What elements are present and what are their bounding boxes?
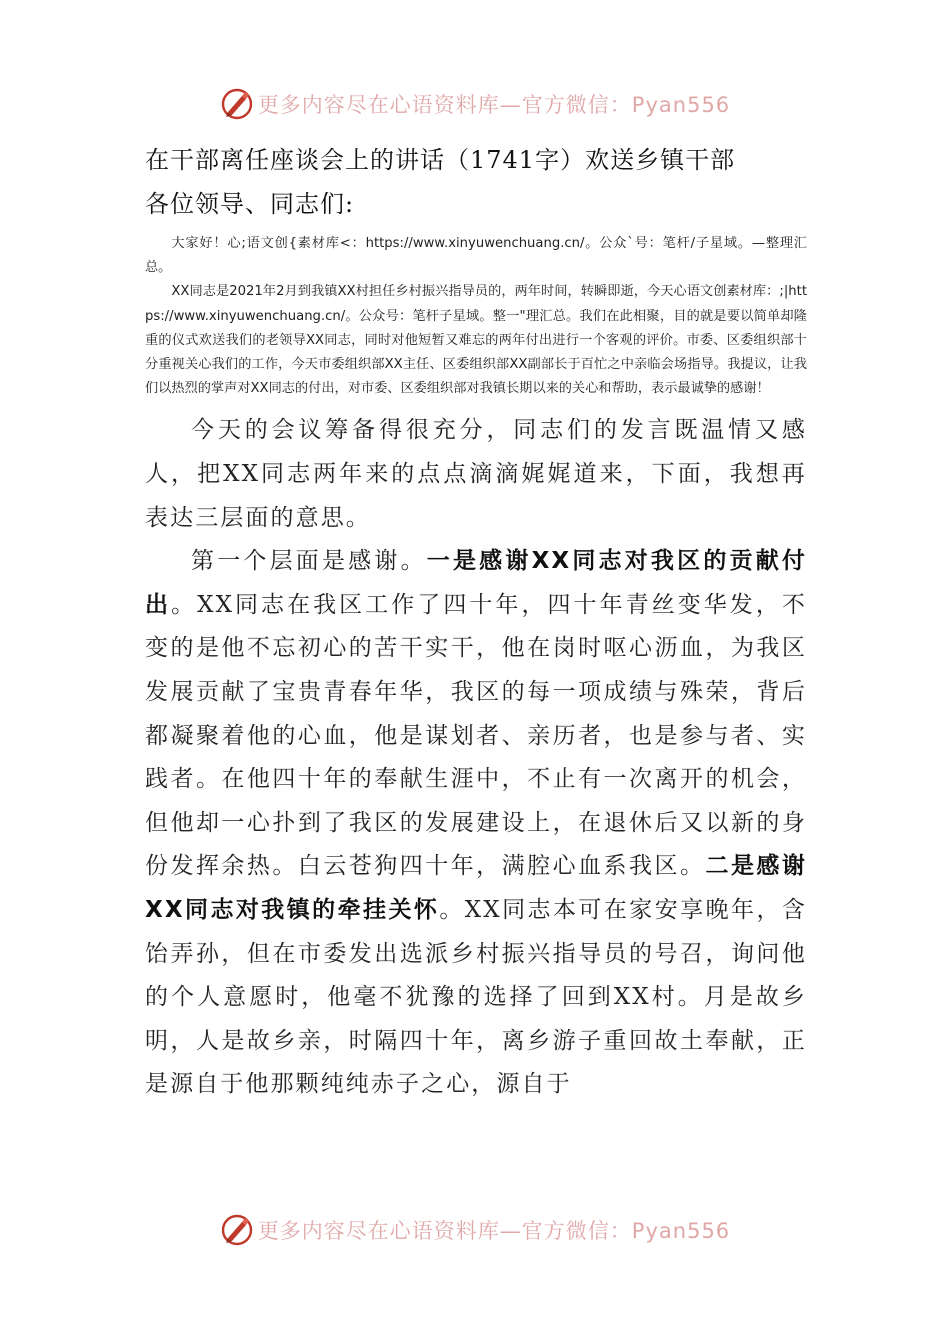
footer-banner-text: 更多内容尽在心语资料库—官方微信：Pyan556 xyxy=(257,1219,731,1243)
salutation: 各位领导、同志们: xyxy=(145,190,355,218)
pen-logo-icon xyxy=(220,1213,254,1247)
header-banner xyxy=(0,84,950,124)
thanks-point-2-text: 。XX同志本可在家安享晚年，含饴弄孙，但在市委发出选派乡村振兴指导员的号召，询问他的个人意愿时，他毫不犹豫的选择了回到XX村。月是故乡明，人是故乡亲，时隔四十年，离乡游子重回故土奉献，正是源自于他那颗纯纯赤子之心，源自于 xyxy=(145,896,807,1098)
pen-logo-icon xyxy=(220,87,254,121)
header-banner-text: 更多内容尽在心语资料库—官方微信：Pyan556 xyxy=(257,93,731,117)
thanks-lead: 第一个层面是感谢。 xyxy=(191,548,427,575)
document-body xyxy=(145,138,807,1107)
thanks-paragraph xyxy=(145,540,807,1107)
thanks-point-2-heading: 二是感谢XX同志对我镇的牵挂关怀 xyxy=(145,853,807,923)
meeting-paragraph: 今天的会议筹备得很充分，同志们的发言既温情又感人，把XX同志两年来的点点滴滴娓娓道来，下面，我想再表达三层面的意思。 xyxy=(145,417,807,531)
intro-paragraph-1: 大家好！心;语文创{素材库<：https://www.xinyuwenchuang.cn/。公众`号：笔杆/子星域。—整理汇总。 xyxy=(145,236,807,276)
thanks-point-1-text: 。XX同志在我区工作了四十年，四十年青丝变华发，不变的是他不忘初心的苦干实干，他在岗时呕心沥血，为我区发展贡献了宝贵青春年华，我区的每一项成绩与殊荣，背后都凝聚着他的心血，他是谋划者、亲历者，也是参与者、实践者。在他四十年的奉献生涯中，不止有一次离开的机会，但他却一心扑到了我区的发展建设上，在退休后又以新的身份发挥余热。白云苍狗四十年，满腔心血系我区。 xyxy=(145,591,807,880)
page-title: 在干部离任座谈会上的讲话（1741字）欢送乡镇干部 xyxy=(145,146,736,174)
footer-banner xyxy=(0,1210,950,1250)
intro-paragraph-2: XX同志是2021年2月到我镇XX村担任乡村振兴指导员的，两年时间，转瞬即逝，今天心语文创素材库：;|https://www.xinyuwenchuang.cn/。公众号：笔杆子星域。整一"理汇总。我们在此相聚，目的就是要以简单却隆重的仪式欢送我们的老领导XX同志，同时对他短暂又难忘的两年付出进行一个客观的评价。市委、区委组织部十分重视关心我们的工作，今天市委组织部XX主任、区委组织部XX副部长于百忙之中亲临会场指导。我提议，让我们以热烈的掌声对XX同志的付出，对市委、区委组织部对我镇长期以来的关心和帮助，表示最诚挚的感谢！ xyxy=(145,284,807,397)
thanks-point-1-heading: 一是感谢XX同志对我区的贡献付出 xyxy=(145,548,808,618)
